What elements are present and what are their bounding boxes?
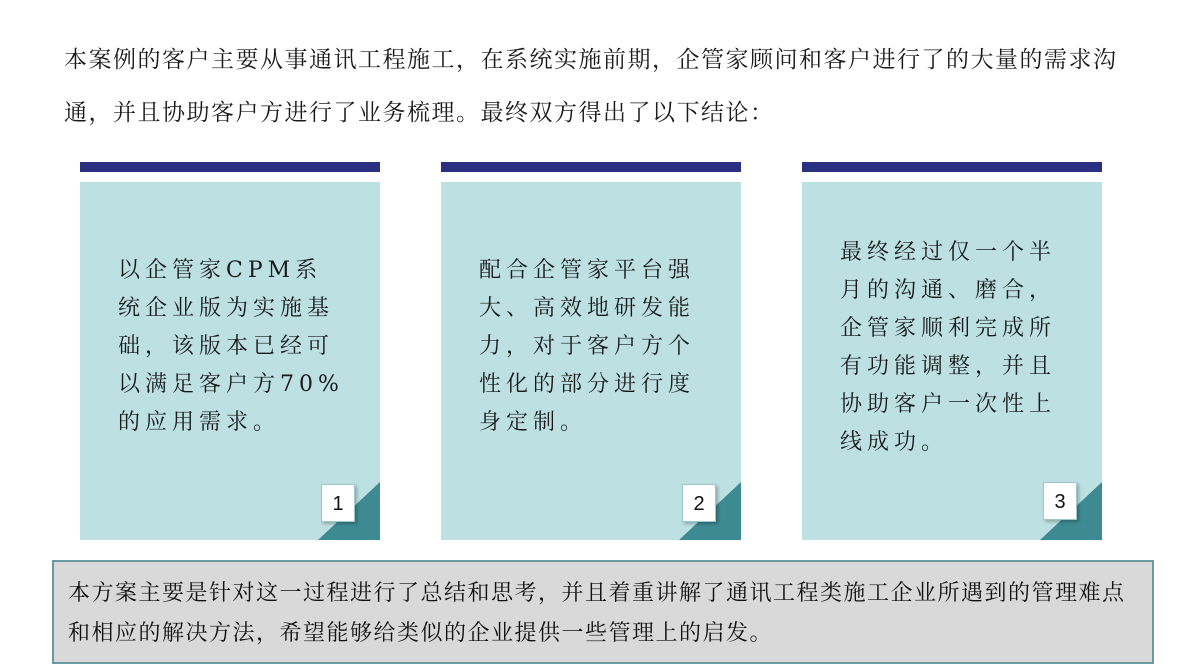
- summary-box: [52, 560, 1154, 664]
- card-top-bar: [80, 162, 380, 172]
- conclusion-card-2: [441, 162, 741, 540]
- card-number-badge: 1: [321, 484, 355, 522]
- conclusion-card-3: [802, 162, 1102, 540]
- conclusion-card-1: [80, 162, 380, 540]
- card-top-bar: [441, 162, 741, 172]
- card-text: 最终经过仅一个半月的沟通、磨合，企管家顺利完成所有功能调整，并且协助客户一次性上线成功。: [840, 240, 1057, 455]
- card-body: [441, 182, 741, 540]
- card-number-badge: 2: [682, 484, 716, 522]
- intro-paragraph: 本案例的客户主要从事通讯工程施工，在系统实施前期，企管家顾问和客户进行了的大量的需求沟通，并且协助客户方进行了业务梳理。最终双方得出了以下结论：: [64, 47, 1118, 126]
- card-body: [80, 182, 380, 540]
- card-text: 配合企管家平台强大、高效地研发能力，对于客户方个性化的部分进行度身定制。: [479, 258, 696, 435]
- card-number-badge: 3: [1043, 482, 1077, 520]
- card-top-bar: [802, 162, 1102, 172]
- card-body: [802, 182, 1102, 540]
- card-text: 以企管家CPM系统企业版为实施基础，该版本已经可以满足客户方70%的应用需求。: [118, 258, 344, 435]
- summary-text: 本方案主要是针对这一过程进行了总结和思考，并且着重讲解了通讯工程类施工企业所遇到的管理难点和相应的解决方法，希望能够给类似的企业提供一些管理上的启发。: [68, 581, 1126, 646]
